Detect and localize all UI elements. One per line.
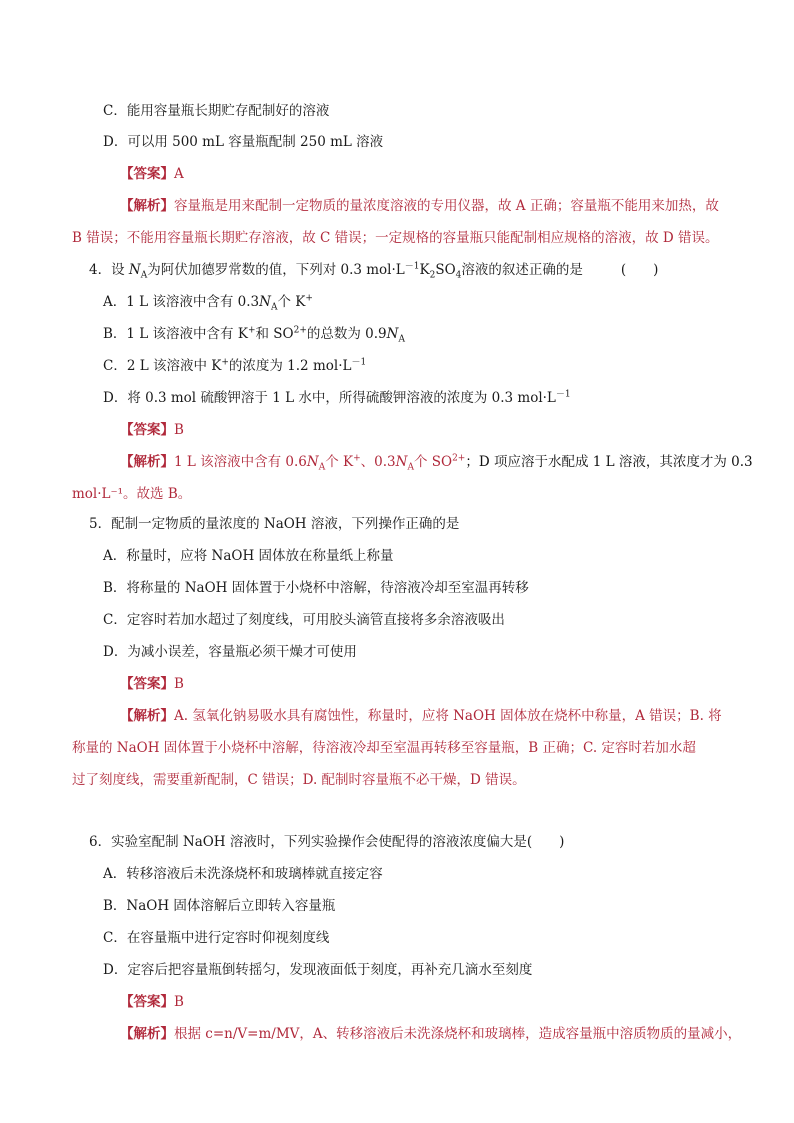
question-4: 4．设 $N_A$为阿伏加德罗常数的值，下列对 0.3 $mol\cdot L^{-1}K_2SO_4$溶液的叙述正确的是 ( ) [89,261,659,281]
question-6: 6．实验室配制 NaOH 溶液时，下列实验操作会使配得的溶液浓度偏大是( ) [89,834,565,850]
analysis-q3-line2: B 错误；不能用容量瓶长期贮存溶液，故 C 错误；一定规格的容量瓶只能配制相应规格的溶液，故 D 错误。 [72,230,719,246]
analysis-q5-line2: 称量的 NaOH 固体置于小烧杯中溶解，待溶液冷却至室温再转移至容量瓶，B 正确；C. 定容时若加水超 [72,740,696,756]
analysis-q6-line1: 【解析】根据 c=n/V=m/MV，A、转移溶液后未洗涤烧杯和玻璃棒，造成容量瓶中溶质物质的量减小， [120,1026,742,1042]
answer-q6: 【答案】B [120,994,184,1010]
option-b-q6: B．NaOH 固体溶解后立即转入容量瓶 [103,898,336,914]
option-c-q6: C．在容量瓶中进行定容时仰视刻度线 [103,930,330,946]
option-d-q3: D．可以用 500 mL 容量瓶配制 250 mL 溶液 [103,134,384,150]
analysis-q5-line1: 【解析】A. 氢氧化钠易吸水具有腐蚀性，称量时，应将 NaOH 固体放在烧杯中称量，A 错误；B. 将 [120,708,722,724]
option-d-q5: D．为减小误差，容量瓶必须干燥才可使用 [103,644,357,660]
option-a-q6: A．转移溶液后未洗涤烧杯和玻璃棒就直接定容 [103,866,383,882]
answer-q3: 【答案】A [120,166,184,182]
answer-q5: 【答案】B [120,676,184,692]
option-c-q3: C．能用容量瓶长期贮存配制好的溶液 [103,103,330,119]
answer-q4: 【答案】B [120,422,184,438]
option-a-q5: A．称量时，应将 NaOH 固体放在称量纸上称量 [103,548,394,564]
option-d-q4: D．将 0.3 mol 硫酸钾溶于 1 L 水中，所得硫酸钾溶液的浓度为 0.3 $mol\cdot L^{-1}$ [103,389,571,406]
option-b-q4: B．1 L 该溶液中含有 K+和 $SO^{2+}$的总数为 $0.9N_A$ [103,325,405,345]
option-c-q5: C．定容时若加水超过了刻度线，可用胶头滴管直接将多余溶液吸出 [103,612,505,628]
analysis-q4-line1: 【解析】1 L 该溶液中含有 $0.6N_A$个 K+、$0.3N_A$个 $SO^{2+}$；D 项应溶于水配成 1 L 溶液，其浓度才为 0.3 [120,453,753,473]
question-5: 5．配制一定物质的量浓度的 NaOH 溶液，下列操作正确的是 [89,516,460,532]
option-c-q4: C．2 L 该溶液中 K+的浓度为 1.2 $mol\cdot L^{-1}$ [103,357,367,374]
analysis-q4-line2: mol·L⁻¹。故选 B。 [72,486,192,502]
option-a-q4: A．1 L 该溶液中含有 $0.3N_A$个 K+ [103,293,313,313]
option-b-q5: B．将称量的 NaOH 固体置于小烧杯中溶解，待溶液冷却至室温再转移 [103,580,529,596]
analysis-q3-line1: 【解析】容量瓶是用来配制一定物质的量浓度溶液的专用仪器，故 A 正确；容量瓶不能用来加热，故 [120,198,719,214]
option-d-q6: D．定容后把容量瓶倒转摇匀，发现液面低于刻度，再补充几滴水至刻度 [103,962,533,978]
analysis-q5-line3: 过了刻度线，需要重新配制，C 错误；D. 配制时容量瓶不必干燥，D 错误。 [72,772,526,788]
